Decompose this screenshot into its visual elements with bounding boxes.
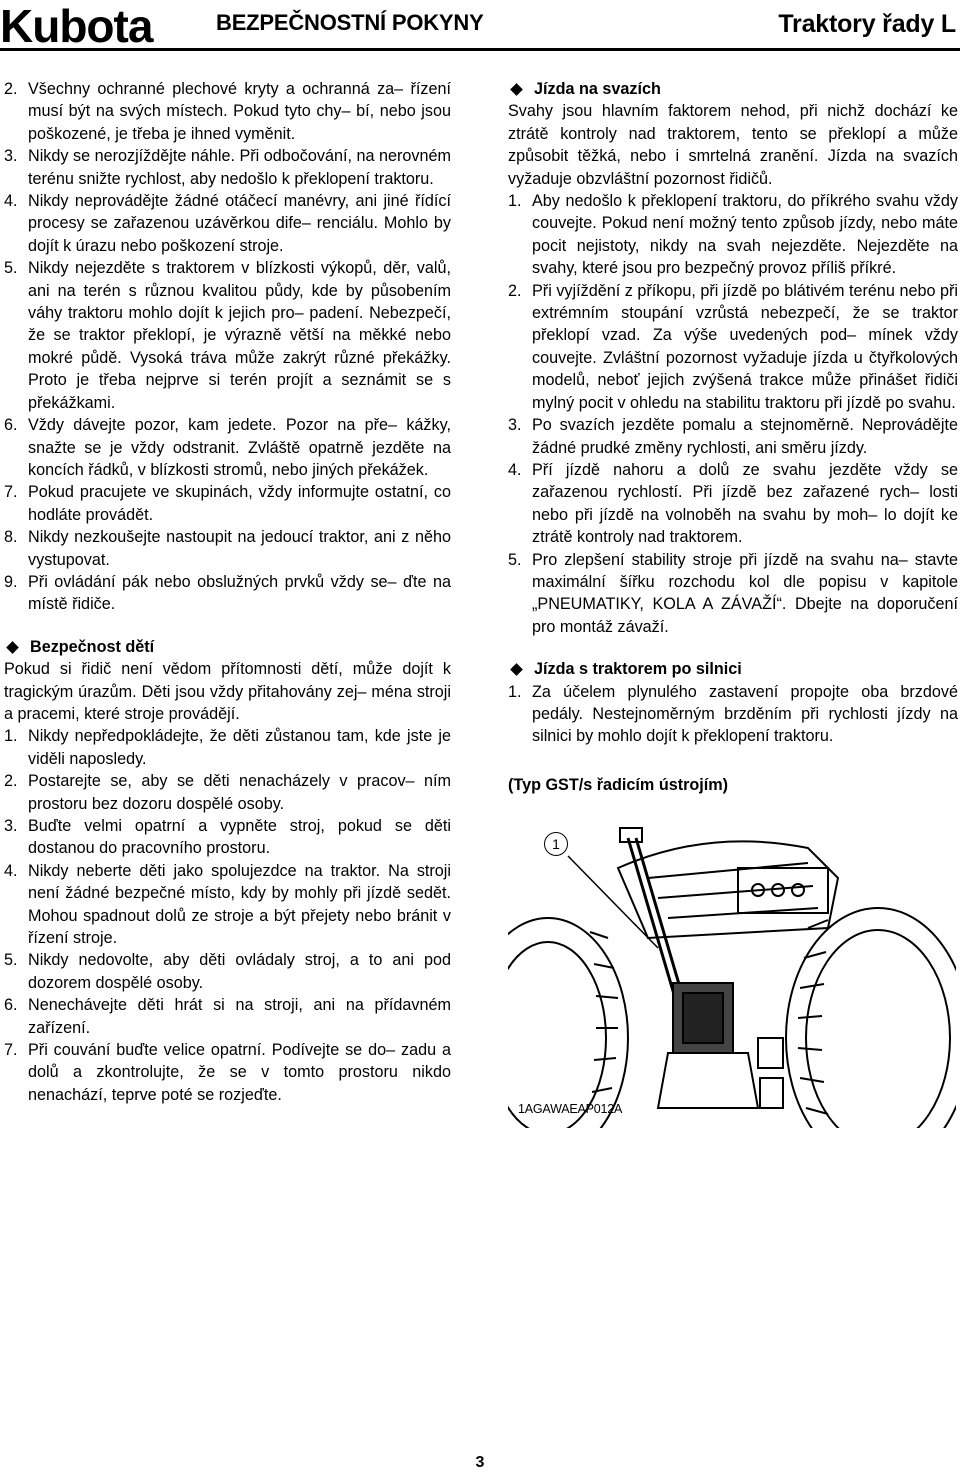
list-item-number: 1.	[4, 727, 18, 746]
figure-caption: (Typ GST/s řadicím ústrojím)	[508, 775, 729, 794]
right-column	[508, 78, 958, 1128]
list-item-number: 5.	[4, 259, 18, 278]
header-section-label: BEZPEČNOSTNÍ POKYNY	[216, 10, 484, 35]
list-item	[508, 190, 958, 280]
list-item-text: Pří jízdě nahoru a dolů ze svahu jezděte vždy se zařazenou rychlostí. Při jízdě bez zařazené rych– losti nebo při jízdě na volnoběh na svahu by moh– lo dojít ke ztrátě kontroly nad traktorem.	[532, 460, 958, 547]
list-item	[4, 949, 451, 994]
list-item-number: 1.	[508, 682, 522, 701]
list-item-text: Postarejte se, aby se děti nenacházely v pracov– ním prostoru bez dozoru dospělé osoby.	[28, 772, 451, 813]
list-item-text: Všechny ochranné plechové kryty a ochranná za– řízení musí být na svých místech. Pokud tyto chy– bí, nebo jsou poškozené, je třeba je ihned vyměnit.	[28, 80, 451, 143]
list-item-text: Za účelem plynulého zastavení propojte oba brzdové pedály. Nestejnoměrným brzděním při rychlosti jízdy na silnici by mohlo dojít k překlopení traktoru.	[532, 682, 958, 746]
section-title-text: Bezpečnost dětí	[30, 637, 155, 656]
list-item	[508, 681, 958, 748]
list-item-text: Pokud pracujete ve skupinách, vždy informujte ostatní, co hodláte provádět.	[28, 483, 451, 524]
section-title-children	[4, 636, 451, 658]
list-item	[4, 860, 451, 950]
list-item-text: Nikdy neprovádějte žádné otáčecí manévry, ani jiné řídící procesy se zařazenou uzávěrkou dife– renciálu. Mohlo by dojít k úrazu nebo poškození stroje.	[28, 192, 451, 255]
list-item-number: 5.	[508, 550, 522, 569]
list-item-number: 7.	[4, 483, 18, 502]
list-item	[4, 815, 451, 860]
list-item	[4, 1039, 451, 1106]
list-item-text: Nikdy nejezděte s traktorem v blízkosti výkopů, děr, valů, ani na terén s různou kvalitou půdy, kde by působením váhy traktoru mohlo dojít k jejich pro– padení. Nebezpečí, že se traktor překlopí, je výrazně větší na měkké nebo mokré půdě. Vysoká tráva může zakrýt různé překážky. Proto je třeba nejprve si terén projít a seznámit se s překážkami.	[28, 259, 451, 412]
list-item-text: Po svazích jezděte pomalu a stejnoměrně. Neprovádějte žádné prudké změny rychlosti, ani směru jízdy.	[532, 416, 958, 457]
list-item	[4, 257, 451, 414]
slopes-intro: Svahy jsou hlavním faktorem nehod, při nichž dochází ke ztrátě kontroly nad traktorem, tento se překlopí a může způsobit těžká, nebo i smrtelná zranění. Jízda na svazích vyžaduje obzvláštní pozornost řidičů.	[508, 102, 958, 188]
header-rule	[0, 48, 960, 51]
list-item-number: 6.	[4, 996, 18, 1015]
list-item-number: 4.	[4, 192, 18, 211]
list-item-number: 8.	[4, 528, 18, 547]
bullet-diamond-icon	[510, 83, 523, 96]
list-item	[4, 725, 451, 770]
list-item-text: Nikdy se nerozjíždějte náhle. Při odbočování, na nerovném terénu snižte rychlost, aby nedošlo k překlopení traktoru.	[28, 147, 451, 188]
slopes-list	[508, 190, 958, 638]
kubota-logo	[0, 4, 208, 48]
list-item	[4, 994, 451, 1039]
list-item	[4, 145, 451, 190]
left-column	[4, 78, 451, 1106]
list-item-text: Aby nedošlo k překlopení traktoru, do příkrého svahu vždy couvejte. Pokud není možný tento způsob jízdy, nebo máte pocit nejistoty, nikdy na svah nejezděte. Nejezděte na svahy, které jsou pro bezpečný provoz příliš příkré.	[532, 192, 958, 278]
bullet-diamond-icon	[510, 663, 523, 676]
list-item-number: 4.	[508, 460, 522, 479]
list-item	[4, 190, 451, 257]
list-item-number: 2.	[508, 281, 522, 300]
tractor-lever-illustration	[508, 808, 956, 1128]
children-safety-list	[4, 725, 451, 1106]
list-item-number: 3.	[508, 416, 522, 435]
road-list	[508, 681, 958, 748]
list-item-number: 2.	[4, 772, 18, 791]
list-item-text: Nikdy nezkoušejte nastoupit na jedoucí traktor, ani z něho vystupovat.	[28, 528, 451, 569]
list-item	[4, 571, 451, 616]
list-item-number: 1.	[508, 192, 522, 211]
section-title-text: Jízda na svazích	[534, 80, 661, 98]
page-number: 3	[475, 1454, 485, 1471]
header-title: Traktory řady L	[778, 10, 956, 38]
list-item-text: Při ovládání pák nebo obslužných prvků vždy se– ďte na místě řidiče.	[28, 572, 451, 614]
list-item	[508, 459, 958, 549]
section-title-text: Jízda s traktorem po silnici	[534, 660, 742, 679]
list-item	[508, 280, 958, 414]
list-item	[4, 78, 451, 145]
list-item-number: 9.	[4, 572, 18, 591]
list-item-text: Nikdy neberte děti jako spolujezdce na traktor. Na stroji není žádné bezpečné místo, kdy by mohly při jízdě sedět. Mohou spadnout dolů ze stroje a být přejety nebo bránit v řízení stroje.	[28, 861, 451, 948]
list-item-number: 5.	[4, 951, 18, 970]
list-item-text: Při vyjíždění z příkopu, při jízdě po blátivém terénu nebo při extrémním stoupání vzrůstá nebezpečí, že se traktor překlopí vzad. Za výše uvedených pod– mínek vždy couvejte. Zvláštní pozornost vyžaduje jízda u čtyřkolových modelů, neboť jejich zvýšená trakce může přinášet řidiči mylný pocit v ohledu na stabilitu traktoru při jízdě po svahu.	[532, 281, 958, 412]
callout-number: 1	[544, 832, 568, 856]
tractor-illustration-drawing	[508, 808, 956, 1128]
list-item-number: 4.	[4, 861, 18, 880]
logo-wordmark: Kubota	[0, 4, 153, 48]
list-item	[4, 770, 451, 815]
children-intro: Pokud si řidič není vědom přítomnosti dětí, může dojít k tragickým úrazům. Děti jsou vždy přitahovány zej– ména stroji a pracemi, které stroje provádějí.	[4, 660, 451, 723]
list-item-number: 2.	[4, 80, 18, 98]
list-item-text: Vždy dávejte pozor, kam jedete. Pozor na pře– kážky, snažte se je vždy odstranit. Zvláště opatrně jezděte na koncích řádků, v blízkosti stromů, nebo jiných překážek.	[28, 416, 451, 479]
list-item-text: Při couvání buďte velice opatrní. Podívejte se do– zadu a dolů a zkontrolujte, že se v tomto prostoru nikdo nenachází, teprve poté se rozjeďte.	[28, 1041, 451, 1104]
list-item-number: 3.	[4, 147, 18, 166]
figure-code: 1AGAWAEAP012A	[518, 1101, 623, 1116]
section-title-slopes	[508, 78, 958, 100]
list-item-text: Buďte velmi opatrní a vypněte stroj, pokud se děti dostanou do pracovního prostoru.	[28, 817, 451, 858]
list-item-text: Nenechávejte děti hrát si na stroji, ani na přídavném zařízení.	[28, 996, 451, 1037]
list-item-number: 6.	[4, 416, 18, 435]
section-title-road	[508, 658, 958, 680]
bullet-diamond-icon	[6, 641, 19, 654]
page-header	[0, 0, 960, 52]
list-item	[508, 549, 958, 639]
list-item-number: 3.	[4, 817, 18, 835]
list-item	[4, 481, 451, 526]
list-item-text: Pro zlepšení stability stroje při jízdě na svahu na– stavte maximální šířku rozchodu kol dle popisu v kapitole „PNEUMATIKY, KOLA A ZÁVAŽÍ“. Dbejte na doporučení pro montáž závaží.	[532, 550, 958, 636]
operation-rules-list	[4, 78, 451, 616]
list-item-text: Nikdy nepředpokládejte, že děti zůstanou tam, kde jste je viděli naposledy.	[28, 727, 451, 768]
list-item	[4, 414, 451, 481]
list-item-number: 7.	[4, 1041, 18, 1060]
list-item	[4, 526, 451, 571]
list-item	[508, 414, 958, 459]
list-item-text: Nikdy nedovolte, aby děti ovládaly stroj, a to ani pod dozorem dospělé osoby.	[28, 951, 451, 992]
